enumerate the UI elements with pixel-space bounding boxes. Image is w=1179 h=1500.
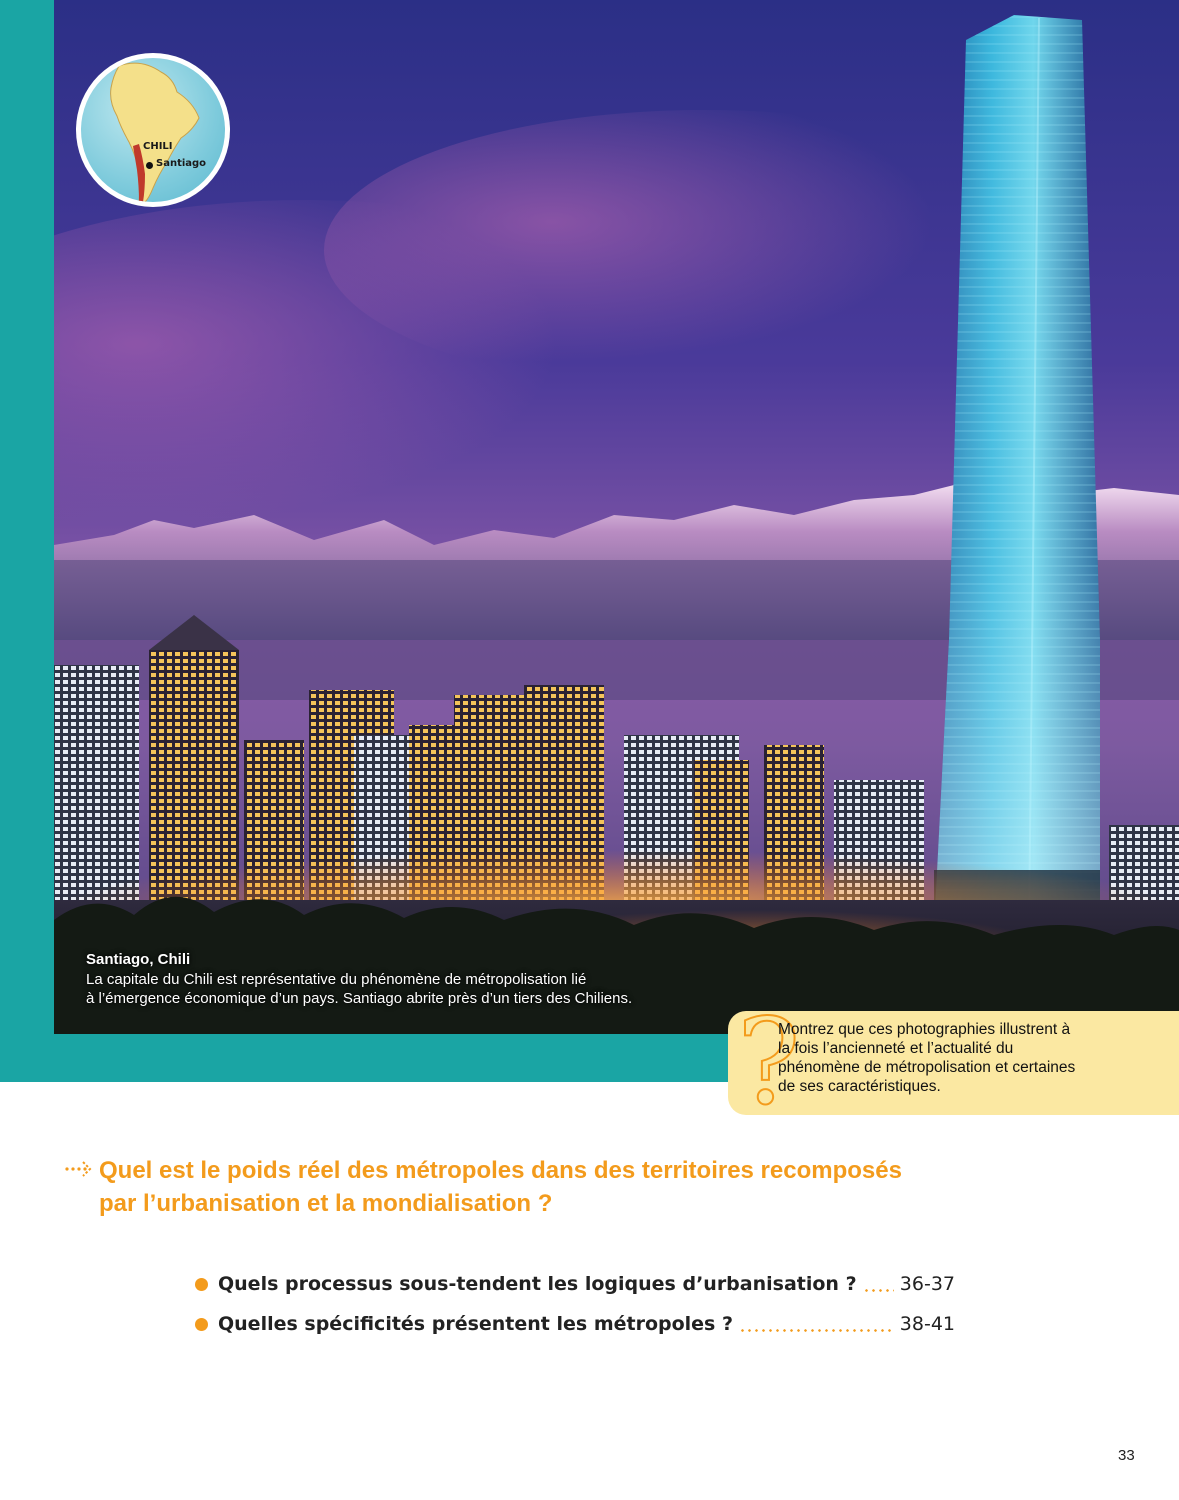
photo-caption [86, 950, 726, 1008]
question-box-text [778, 1020, 1158, 1096]
main-question-line: Quel est le poids réel des métropoles dans des territoires recomposés [99, 1157, 902, 1184]
sub-question-text: Quels processus sous-tendent les logiques d’urbanisation ? [218, 1273, 857, 1295]
page-range: 38-41 [899, 1313, 955, 1335]
dotted-arrow-icon [64, 1159, 94, 1179]
bullet-icon [195, 1278, 208, 1291]
dot-leader [863, 1289, 894, 1292]
bullet-icon [195, 1318, 208, 1331]
main-question-line: par l’urbanisation et la mondialisation ? [99, 1190, 553, 1217]
caption-title: Santiago, Chili [86, 951, 191, 968]
page-range: 36-37 [899, 1273, 955, 1295]
list-item [195, 1264, 955, 1304]
sub-questions-list [195, 1264, 955, 1344]
map-country-label: CHILI [143, 141, 173, 152]
question-line: Montrez que ces photographies illustrent à [778, 1021, 1071, 1038]
locator-map [76, 53, 230, 207]
caption-line: La capitale du Chili est représentative du phénomène de métropolisation lié [86, 971, 587, 988]
page-number: 33 [1118, 1447, 1135, 1464]
question-line: de ses caractéristiques. [778, 1078, 941, 1095]
question-mark-icon: ? [737, 993, 801, 1131]
city-dot [146, 162, 153, 169]
question-line: la fois l’ancienneté et l’actualité du [778, 1040, 1014, 1057]
dot-leader [739, 1329, 894, 1332]
sub-question-text: Quelles spécificités présentent les métropoles ? [218, 1313, 734, 1335]
globe-icon [81, 58, 225, 202]
map-city-label: Santiago [156, 158, 207, 169]
caption-line: à l’émergence économique d’un pays. Santiago abrite près d’un tiers des Chiliens. [86, 990, 633, 1007]
list-item [195, 1304, 955, 1344]
question-line: phénomène de métropolisation et certaines [778, 1059, 1076, 1076]
